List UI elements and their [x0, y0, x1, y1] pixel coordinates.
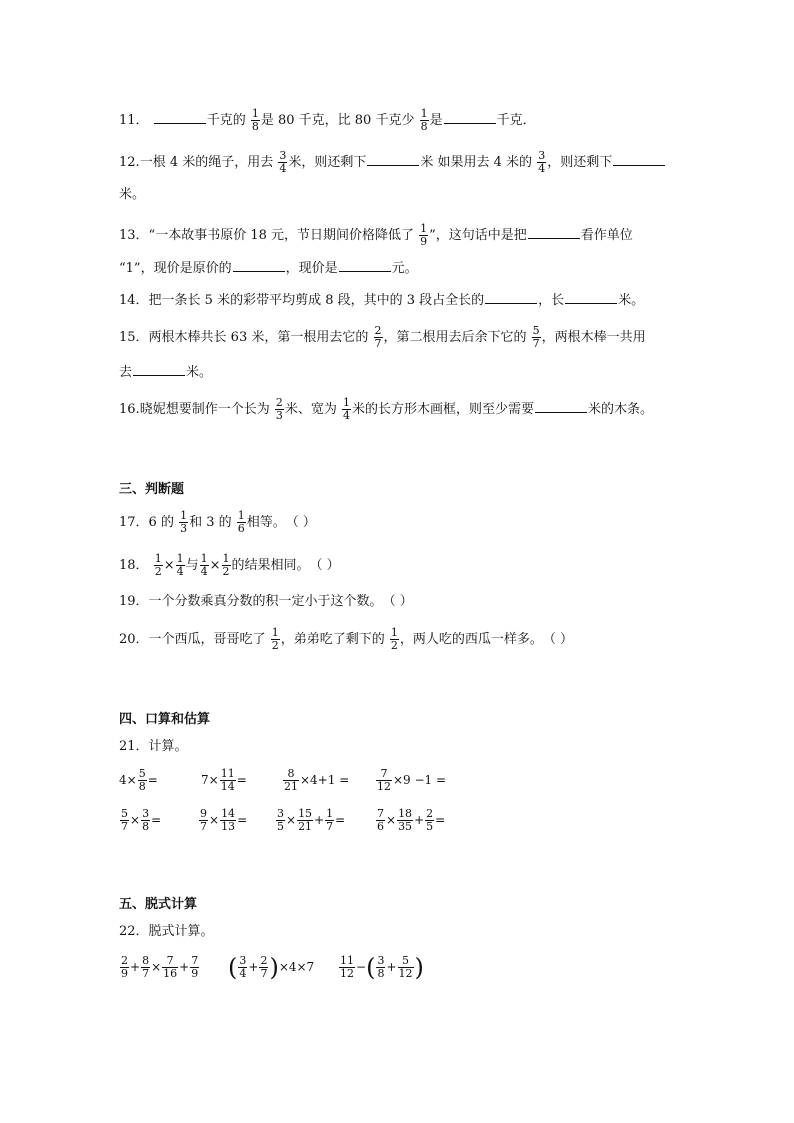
- expression-2: ( $\frac{3}{4}$ + $\frac{2}{7}$ )×4×7: [228, 953, 315, 982]
- answer-parentheses[interactable]: （ ）: [382, 594, 413, 609]
- question-15: 15．两根木棒共长 63 米，第一根用去它的 $\frac{2}{7}$ ，第二根用去后余下它的 $\frac{5}{7}$ ，两根木棒一共用: [119, 324, 646, 350]
- calc-item: $\frac{8}{21}$ ×4+1 =: [284, 767, 350, 793]
- question-16: 16.晓妮想要制作一个长为 $\frac{2}{3}$ 米、宽为 $\frac{1}{4}$ 米的长方形木画框，则至少需要 米的木条。: [119, 396, 654, 422]
- fraction: $\frac{3}{4}$: [538, 149, 546, 175]
- calc-item: $\frac{9}{7}$ × $\frac{14}{13}$ =: [200, 807, 248, 833]
- question-22: 22．脱式计算。: [119, 924, 214, 939]
- answer-parentheses[interactable]: （ ）: [542, 632, 574, 647]
- calc-item: 7× $\frac{11}{14}$ =: [201, 767, 247, 793]
- answer-blank[interactable]: [367, 152, 419, 166]
- answer-blank[interactable]: [613, 152, 665, 166]
- question-11: 11． 千克的 $\frac{1}{8}$ 是 80 千克，比 80 千克少 $\frac{1}{8}$ 是 千克．: [119, 107, 536, 133]
- fraction: $\frac{1}{2}$: [222, 552, 230, 578]
- fraction: $\frac{1}{8}$: [251, 107, 259, 133]
- fraction: $\frac{1}{4}$: [200, 552, 208, 578]
- question-13-cont: “1”，现价是原价的 ，现价是 元。: [119, 258, 418, 279]
- answer-blank[interactable]: [485, 290, 537, 304]
- answer-blank[interactable]: [233, 258, 285, 272]
- fraction: $\frac{3}{4}$: [279, 149, 287, 175]
- calc-item: 4× $\frac{5}{8}$ =: [119, 767, 158, 793]
- calc-item: $\frac{3}{5}$ × $\frac{15}{21}$ + $\frac{1}{7}$ =: [277, 807, 346, 833]
- fraction: $\frac{1}{2}$: [390, 626, 398, 652]
- fraction: $\frac{1}{4}$: [176, 552, 184, 578]
- question-17: 17．6 的 $\frac{1}{3}$ 和 3 的 $\frac{1}{6}$ 相等。（ ）: [119, 509, 316, 535]
- calc-item: $\frac{7}{6}$ × $\frac{18}{35}$ + $\frac{2}{5}$ =: [377, 807, 446, 833]
- calc-item: $\frac{5}{7}$ × $\frac{3}{8}$ =: [121, 807, 162, 833]
- fraction: $\frac{1}{6}$: [237, 509, 245, 535]
- expression-3: $\frac{11}{12}$ −( $\frac{3}{8}$ + $\frac{5}{12}$ ): [340, 953, 424, 982]
- answer-blank[interactable]: [444, 110, 496, 124]
- answer-blank[interactable]: [339, 258, 391, 272]
- answer-blank[interactable]: [535, 399, 587, 413]
- question-12: 12.一根 4 米的绳子，用去 $\frac{3}{4}$ 米，则还剩下 米 如果用去 4 米的 $\frac{3}{4}$ ，则还剩下: [119, 150, 666, 175]
- section-heading: 五、脱式计算: [119, 897, 198, 912]
- question-15-cont: 去 米。: [119, 362, 212, 383]
- fraction: $\frac{1}{4}$: [343, 396, 350, 422]
- question-13: 13．“一本故事书原价 18 元，节日期间价格降低了 $\frac{1}{9}$ ”，这句话中是把 看作单位: [119, 222, 633, 248]
- fraction: $\frac{1}{9}$: [420, 222, 428, 248]
- expression-1: $\frac{2}{9}$ + $\frac{8}{7}$ × $\frac{7}{16}$ + $\frac{7}{9}$: [121, 954, 199, 980]
- section-heading: 四、口算和估算: [119, 712, 211, 727]
- calc-item: $\frac{7}{12}$ ×9 −1 =: [377, 767, 447, 793]
- question-14: 14．把一条长 5 米的彩带平均剪成 8 段，其中的 3 段占全长的 ，长 米。: [119, 290, 644, 311]
- answer-blank[interactable]: [154, 110, 206, 124]
- answer-blank[interactable]: [565, 290, 617, 304]
- fraction: $\frac{1}{3}$: [180, 509, 188, 535]
- fraction: $\frac{2}{3}$: [275, 396, 283, 422]
- fraction: $\frac{1}{2}$: [154, 552, 162, 578]
- answer-blank[interactable]: [528, 225, 580, 239]
- question-21: 21．计算。: [119, 739, 188, 754]
- answer-parentheses[interactable]: （ ）: [285, 515, 316, 530]
- answer-parentheses[interactable]: （ ）: [309, 558, 340, 573]
- section-heading: 三、判断题: [119, 482, 185, 497]
- fraction: $\frac{2}{7}$: [374, 324, 382, 350]
- question-12-cont: 米。: [119, 187, 146, 202]
- question-19: 19．一个分数乘真分数的积一定小于这个数。（ ）: [119, 592, 413, 612]
- question-20: 20．一个西瓜，哥哥吃了 $\frac{1}{2}$ ，弟弟吃了剩下的 $\frac{1}{2}$ ，两人吃的西瓜一样多。（ ）: [119, 626, 574, 652]
- fraction: $\frac{1}{8}$: [420, 107, 428, 133]
- answer-blank[interactable]: [133, 362, 185, 376]
- fraction: $\frac{1}{2}$: [271, 626, 279, 652]
- question-18: 18． $\frac{1}{2}$ × $\frac{1}{4}$ 与 $\frac{1}{4}$ × $\frac{1}{2}$ 的结果相同。（ ）: [119, 552, 340, 578]
- fraction: $\frac{5}{7}$: [532, 324, 540, 350]
